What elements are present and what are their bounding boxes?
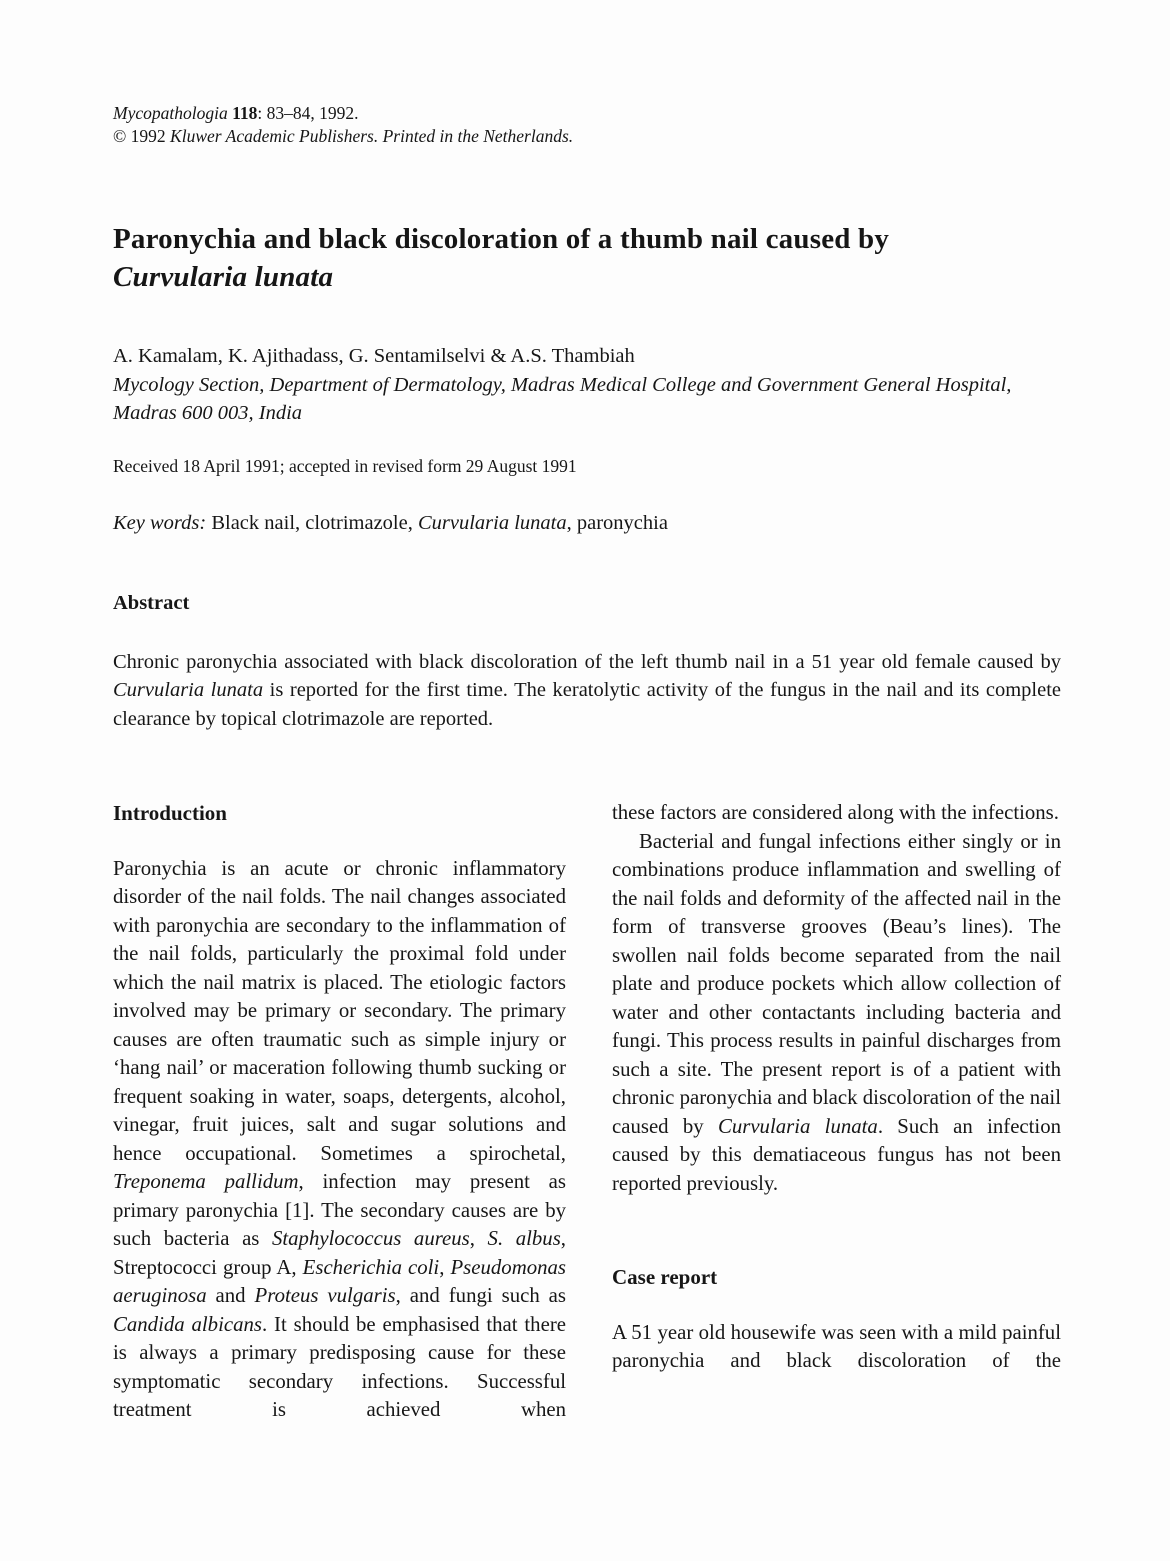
article-title-line2: Curvularia lunata xyxy=(113,261,334,293)
case-report-paragraph: A 51 year old housewife was seen with a mild painful paronychia and black discoloration of the xyxy=(612,1320,1061,1373)
received-dates: Received 18 April 1991; accepted in revised form 29 August 1991 xyxy=(113,455,577,476)
journal-article-page xyxy=(113,0,1061,1425)
keywords-line: Key words: Black nail, clotrimazole, Curvularia lunata, paronychia xyxy=(113,511,668,534)
author-list: A. Kamalam, K. Ajithadass, G. Sentamilselvi & A.S. Thambiah xyxy=(113,345,635,367)
introduction-heading: Introduction xyxy=(113,801,227,826)
article-title-line1: Paronychia and black discoloration of a thumb nail caused by xyxy=(113,223,890,255)
copyright-line: © 1992 Kluwer Academic Publishers. Printed in the Netherlands. xyxy=(113,126,574,146)
article-title xyxy=(113,220,1061,296)
left-column xyxy=(113,799,566,1425)
continuation-paragraph-1: these factors are considered along with the infections. xyxy=(612,801,1059,825)
introduction-paragraph: Paronychia is an acute or chronic inflammatory disorder of the nail folds. The nail changes associated with paronychia are secondary to the inflammation of the nail folds, particularly the proximal fold under which the nail matrix is placed. The etiologic factors involved may be primary or secondary. The primary causes are often traumatic such as simple injury or ‘hang nail’ or maceration following thumb sucking or frequent soaking in water, soaps, detergents, alcohol, vinegar, fruit juices, salt and sugar solutions and hence occupational. Sometimes a spirochetal, Treponema pallidum, infection may present as primary paronychia [1]. The secondary causes are by such bacteria as Staphylococcus aureus, S. albus, Streptococci group A, Escherichia coli, Pseudomonas aeruginosa and Proteus vulgaris, and fungi such as Candida albicans. It should be emphasised that there is always a primary predisposing cause for these symptomatic secondary infections. Successful treatment is achieved when xyxy=(113,856,567,1422)
author-affiliation: Mycology Section, Department of Dermatology, Madras Medical College and Government General Hospital, Madras 600 003, India xyxy=(113,373,1012,424)
continuation-paragraph-2: Bacterial and fungal infections either singly or in combinations produce inflammation and swelling of the nail folds and deformity of the affected nail in the form of transverse grooves (Beau’s lines). The swollen nail folds become separated from the nail plate and produce pockets which allow collection of water and other contactants including bacteria and fungi. This process results in painful discharges from such a site. The present report is of a patient with chronic paronychia and black discoloration of the nail caused by Curvularia lunata. Such an infection caused by this dematiaceous fungus has not been reported previously. xyxy=(612,829,1062,1195)
journal-masthead xyxy=(113,0,1061,148)
abstract-text: Chronic paronychia associated with black discoloration of the left thumb nail in a 51 year old female caused by Curvularia lunata is reported for the first time. The keratolytic activity of the fungus in the nail and its complete clearance by topical clotrimazole are reported. xyxy=(113,650,1061,730)
journal-citation: Mycopathologia 118: 83–84, 1992. xyxy=(113,103,359,123)
right-column xyxy=(612,799,1061,1425)
byline-block xyxy=(113,342,1061,428)
case-report-heading: Case report xyxy=(612,1265,718,1290)
two-column-body xyxy=(113,799,1061,1425)
abstract-heading: Abstract xyxy=(113,592,190,614)
